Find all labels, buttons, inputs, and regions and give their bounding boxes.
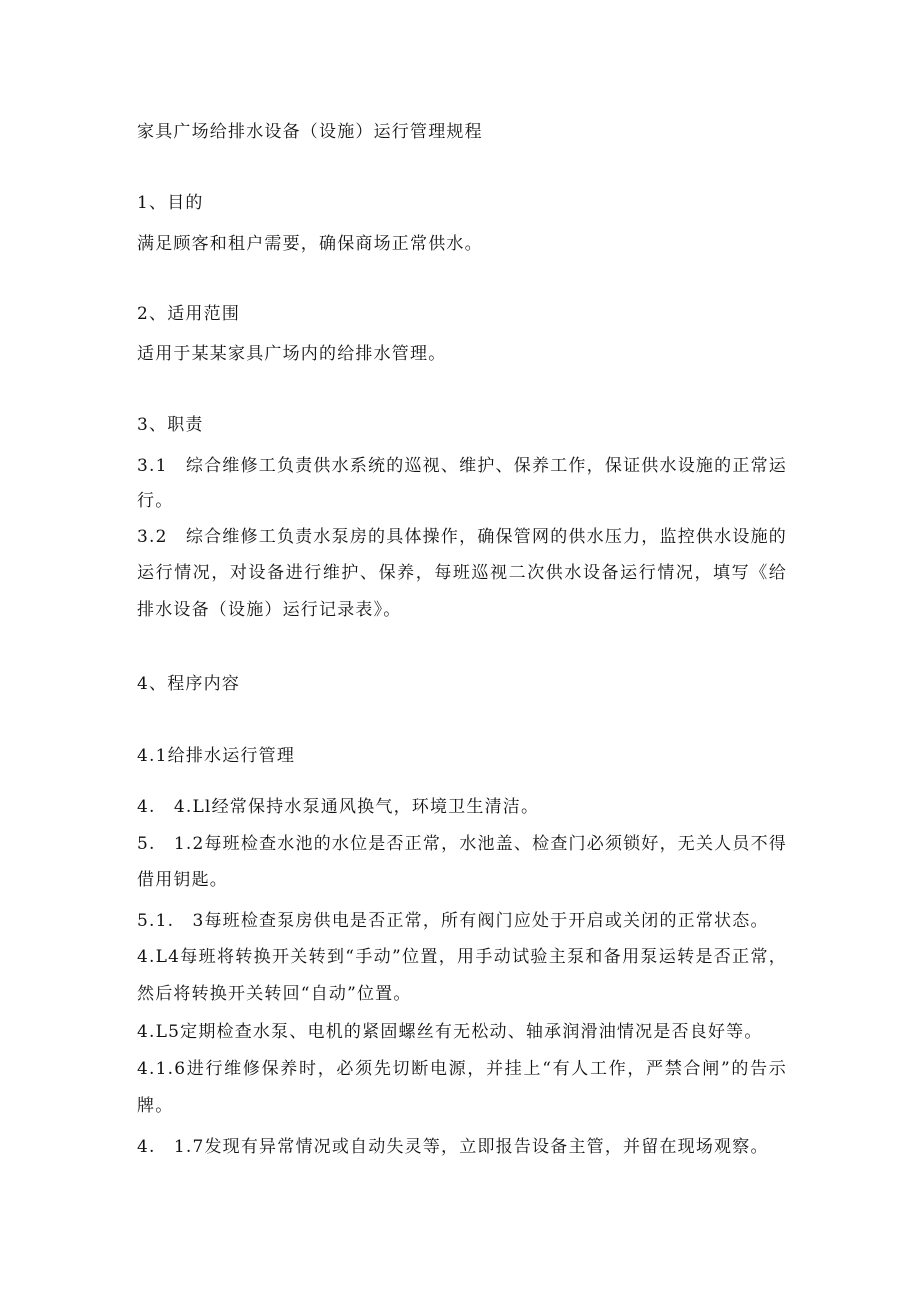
paragraph-line: 借用钥匙。 xyxy=(137,870,228,890)
paragraph-line: 5.1. 3每班检查泵房供电是否正常，所有阀门应处于开启或关闭的正常状态。 xyxy=(137,911,769,931)
paragraph-line: 适用于某某家具广场内的给排水管理。 xyxy=(137,344,447,364)
section-heading-duties: 3、职责 xyxy=(137,415,204,435)
paragraph-line: 4. 1.7发现有异常情况或自动失灵等，立即报告设备主管，并留在现场观察。 xyxy=(137,1137,769,1157)
section-heading-procedure: 4、程序内容 xyxy=(137,674,241,694)
paragraph-line: 4.L4每班将转换开关转到“手动”位置，用手动试验主泵和备用泵运转是否正常， xyxy=(137,947,787,967)
paragraph-line: 排水设备（设施）运行记录表》。 xyxy=(137,600,402,620)
paragraph-line: 5. 1.2每班检查水池的水位是否正常，水池盖、检查门必须锁好，无关人员不得 xyxy=(137,834,787,854)
paragraph-line: 4.L5定期检查水泵、电机的紧固螺丝有无松动、轴承润滑油情况是否良好等。 xyxy=(137,1022,763,1042)
section-heading-purpose: 1、目的 xyxy=(137,193,204,213)
paragraph-line: 牌。 xyxy=(137,1096,174,1116)
paragraph-line: 运行情况，对设备进行维护、保养，每班巡视二次供水设备运行情况，填写《给 xyxy=(137,563,787,583)
paragraph-line: 行。 xyxy=(137,491,174,511)
paragraph-line: 3.2 综合维修工负责水泵房的具体操作，确保管网的供水压力，监控供水设施的 xyxy=(137,527,787,547)
section-heading-scope: 2、适用范围 xyxy=(137,304,241,324)
paragraph-line: 然后将转换开关转回“自动”位置。 xyxy=(137,984,412,1004)
paragraph-line: 满足顾客和租户需要，确保商场正常供水。 xyxy=(137,234,483,254)
document-title: 家具广场给排水设备（设施）运行管理规程 xyxy=(137,122,483,142)
subsection-heading: 4.1给排水运行管理 xyxy=(137,746,296,766)
paragraph-line: 4. 4.Ll经常保持水泵通风换气，环境卫生清洁。 xyxy=(137,797,540,817)
paragraph-line: 4.1.6进行维修保养时，必须先切断电源，并挂上“有人工作，严禁合闸”的告示 xyxy=(137,1059,787,1079)
paragraph-line: 3.1 综合维修工负责供水系统的巡视、维护、保养工作，保证供水设施的正常运 xyxy=(137,456,787,476)
